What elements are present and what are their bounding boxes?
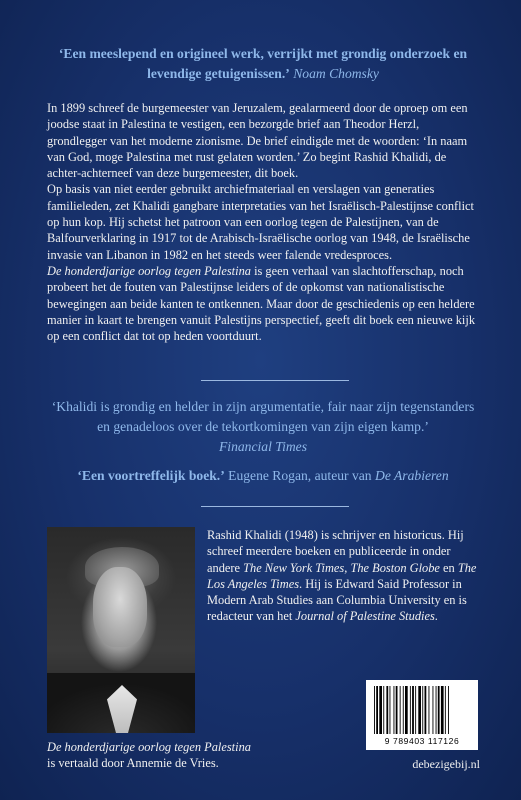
isbn-barcode (366, 680, 478, 750)
review-quote-chomsky (48, 44, 478, 84)
translator-text: is vertaald door Annemie de Vries. (47, 756, 219, 771)
publication-la-times: The Los Angeles Times (207, 560, 477, 591)
quote-text: ‘Khalidi is grondig en helder in zijn argumentatie, fair naar zijn tegenstanders en genadeloos over de tekortkomingen van zijn eigen kamp.’ (51, 399, 475, 434)
divider-line (201, 506, 349, 507)
author-photo (47, 527, 195, 733)
blurb-text (47, 100, 479, 344)
quote-author: Eugene Rogan, auteur van (224, 468, 375, 483)
publisher-website[interactable]: debezigebij.nl (412, 757, 480, 771)
publication-nyt: The New York Times (243, 560, 345, 575)
book-title: De honderdjarige oorlog tegen Palestina (47, 263, 251, 278)
quote-author: Financial Times (219, 439, 307, 454)
blurb-paragraph-2: Op basis van niet eerder gebruikt archiefmateriaal en verslagen van generaties familieleden, zet Khalidi gangbare interpretaties van het Israëlisch-Palestijnse conflict op hun kop. Hij schetst het patroon van een oorlog tegen de Palestijnen, van de Balfourverklaring in 1917 tot de Arabisch-Israëlische oorlog van 1948, de Israëlische invasie van Libanon in 1982 en het steeds weer falende vredesproces. (47, 182, 474, 262)
translator-credit (47, 739, 287, 772)
journal-name: Journal of Palestine Studies (295, 609, 435, 624)
blurb-paragraph-1: In 1899 schreef de burgemeester van Jeruzalem, gealarmeerd door de oproep om een joodse staat in Palestina te vestigen, een bezorgde brief aan Theodor Herzl, grondlegger van het moderne zionisme. De brief eindigde met de woorden: ‘In naam van God, moge Palestina met rust gelaten worden.’ Zo begint Rashid Khalidi, de achter-achterneef van deze burgemeester, dit boek. (47, 101, 468, 181)
quote-text: ‘Een voortreffelijk boek.’ (77, 468, 225, 483)
quote-author-book: De Arabieren (375, 468, 449, 483)
divider-line (201, 380, 349, 381)
publication-boston-globe: The Boston Globe (350, 560, 440, 575)
author-bio: Rashid Khalidi (1948) is schrijver en historicus. Hij schreef meerdere boeken en publiceerde in onder andere The New York Times, The Boston Globe en The Los Angeles Times. Hij is Edward Said Professor in Modern Arab Studies aan Columbia University en is redacteur van het Journal of Palestine Studies. (207, 528, 477, 624)
book-title: De honderdjarige oorlog tegen Palestina (47, 740, 251, 754)
quote-author: Noam Chomsky (293, 66, 379, 81)
review-quote-financial-times (48, 397, 478, 457)
review-quote-rogan (48, 466, 478, 486)
blurb-paragraph-3-text: is geen verhaal van slachtofferschap, noch probeert het de fouten van Palestijnse leiders of de opkomst van nationalistische bewegingen aan beide kanten te ontkennen. Maar door de geschiedenis op een heldere manier in kaart te brengen vanuit Palestijns perspectief, geeft dit boek een nieuwe kijk op een conflict dat tot op heden voortduurt. (47, 263, 476, 344)
blurb-paragraph-3 (47, 263, 479, 344)
barcode-icon (370, 684, 474, 736)
isbn-number: 9 789403 117126 (384, 736, 460, 746)
quote-text: ‘Een meeslepend en origineel werk, verrijkt met grondig onderzoek en levendige getuigenissen.’ (58, 46, 468, 81)
